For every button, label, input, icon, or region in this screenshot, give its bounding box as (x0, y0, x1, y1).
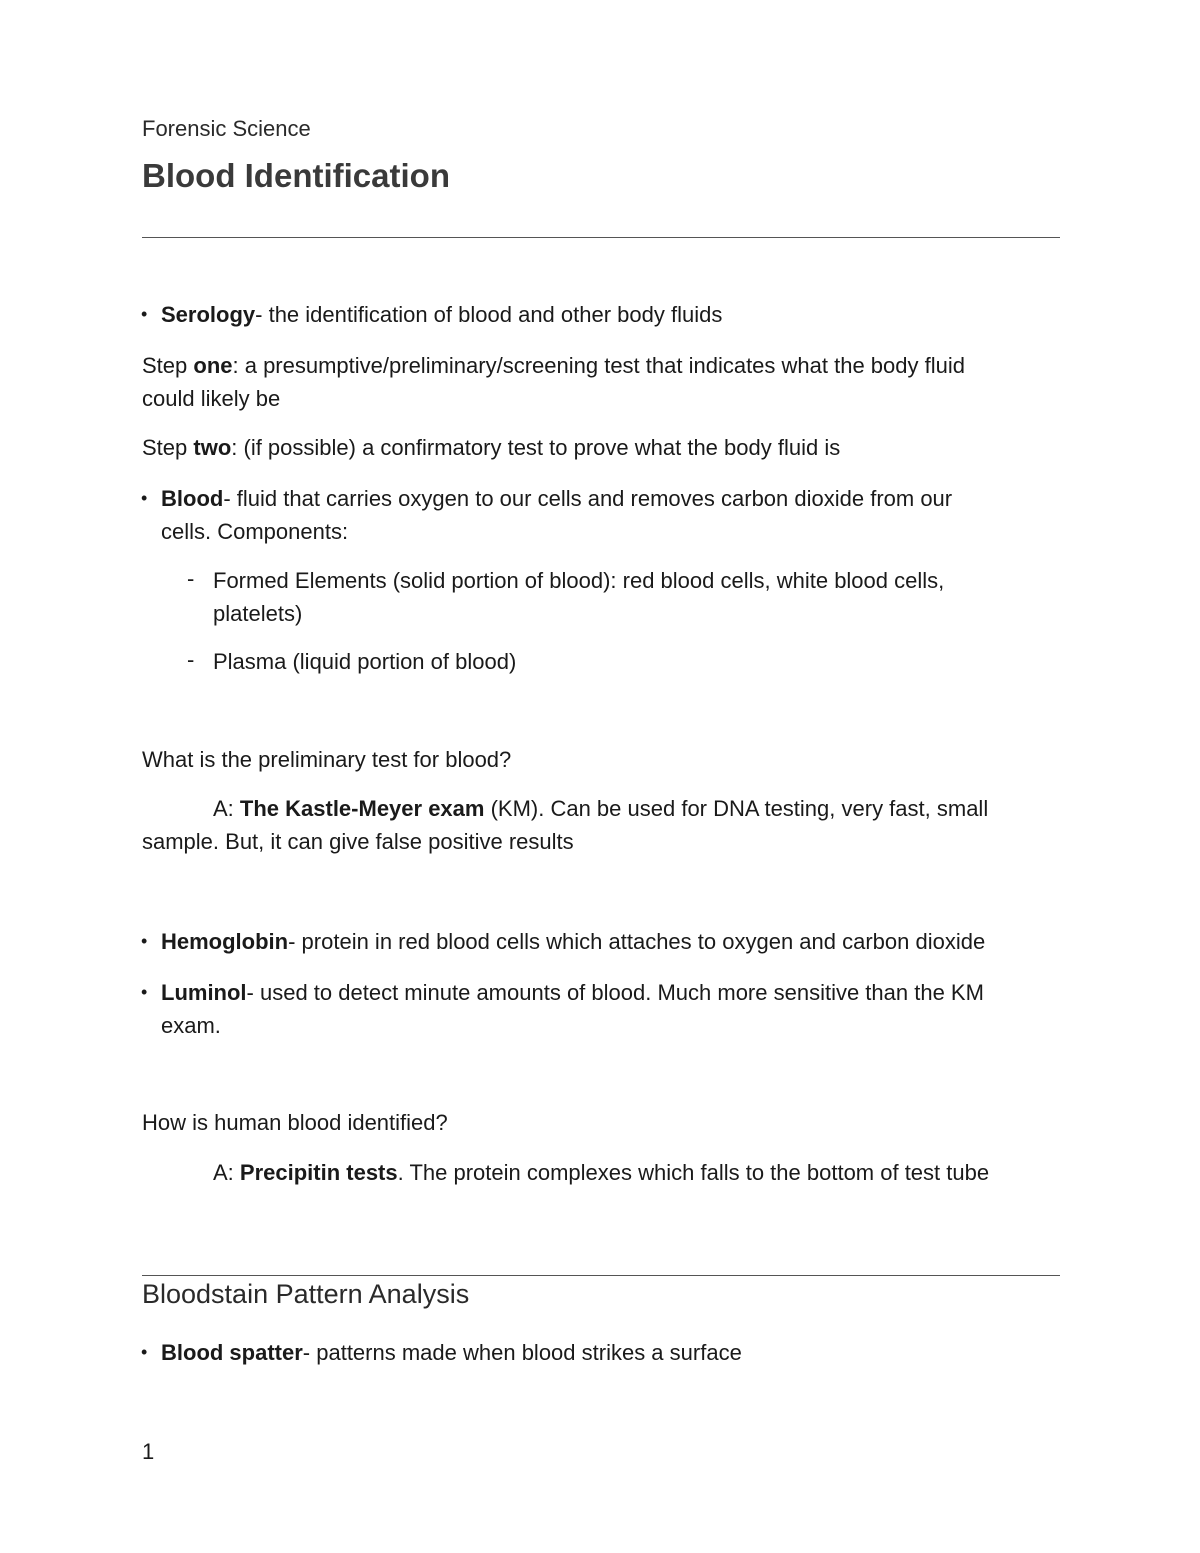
blood-spatter-term: Blood spatter (161, 1340, 303, 1365)
bullet-icon: • (141, 931, 148, 951)
luminol-item-line1: Luminol- used to detect minute amounts of blood. Much more sensitive than the KM (161, 980, 984, 1005)
blood-term: Blood (161, 486, 224, 511)
component-formed-line2: platelets) (213, 601, 303, 626)
component-formed-line1: Formed Elements (solid portion of blood): red blood cells, white blood cells, (213, 568, 945, 593)
answer-human-blood: A: Precipitin tests. The protein complexes which falls to the bottom of test tube (213, 1160, 990, 1185)
step-two-line: Step two: (if possible) a confirmatory test to prove what the body fluid is (142, 435, 841, 460)
dash-icon: - (187, 647, 195, 672)
step-one-line2: could likely be (142, 386, 281, 411)
component-plasma-line1: Plasma (liquid portion of blood) (213, 649, 517, 674)
hemoglobin-item: Hemoglobin- protein in red blood cells which attaches to oxygen and carbon dioxide (161, 929, 986, 954)
header-divider (142, 237, 1060, 238)
bullet-icon: • (141, 304, 148, 324)
luminol-term: Luminol (161, 980, 247, 1005)
step-one-line1: Step one: a presumptive/preliminary/screening test that indicates what the body fluid (142, 353, 965, 378)
answer-preliminary-line1: A: The Kastle-Meyer exam (KM). Can be used for DNA testing, very fast, small (213, 796, 989, 821)
blood-item-line1: Blood- fluid that carries oxygen to our cells and removes carbon dioxide from our (161, 486, 953, 511)
subject-label: Forensic Science (142, 116, 311, 141)
bullet-icon: • (141, 982, 148, 1002)
hemoglobin-term: Hemoglobin (161, 929, 289, 954)
step-two-word: two (193, 435, 232, 460)
bullet-icon: • (141, 488, 148, 508)
serology-definition: - the identification of blood and other body fluids (255, 302, 723, 327)
answer-term-km: The Kastle-Meyer exam (239, 796, 485, 821)
section-divider (142, 1275, 1060, 1276)
section-title: Bloodstain Pattern Analysis (142, 1279, 470, 1309)
serology-term: Serology (161, 302, 256, 327)
page-number: 1 (142, 1439, 155, 1464)
step-one-word: one (193, 353, 233, 378)
question-human-blood: How is human blood identified? (142, 1110, 448, 1135)
bullet-icon: • (141, 1342, 148, 1362)
page-title: Blood Identification (142, 157, 450, 194)
serology-item (161, 298, 722, 331)
blood-spatter-item: Blood spatter- patterns made when blood strikes a surface (161, 1340, 742, 1365)
dash-icon: - (187, 566, 195, 591)
question-preliminary-test: What is the preliminary test for blood? (142, 747, 512, 772)
answer-term-precipitin: Precipitin tests (239, 1160, 398, 1185)
answer-preliminary-line2: sample. But, it can give false positive results (142, 829, 574, 854)
blood-item-line2: cells. Components: (161, 519, 349, 544)
luminol-item-line2: exam. (161, 1013, 221, 1038)
